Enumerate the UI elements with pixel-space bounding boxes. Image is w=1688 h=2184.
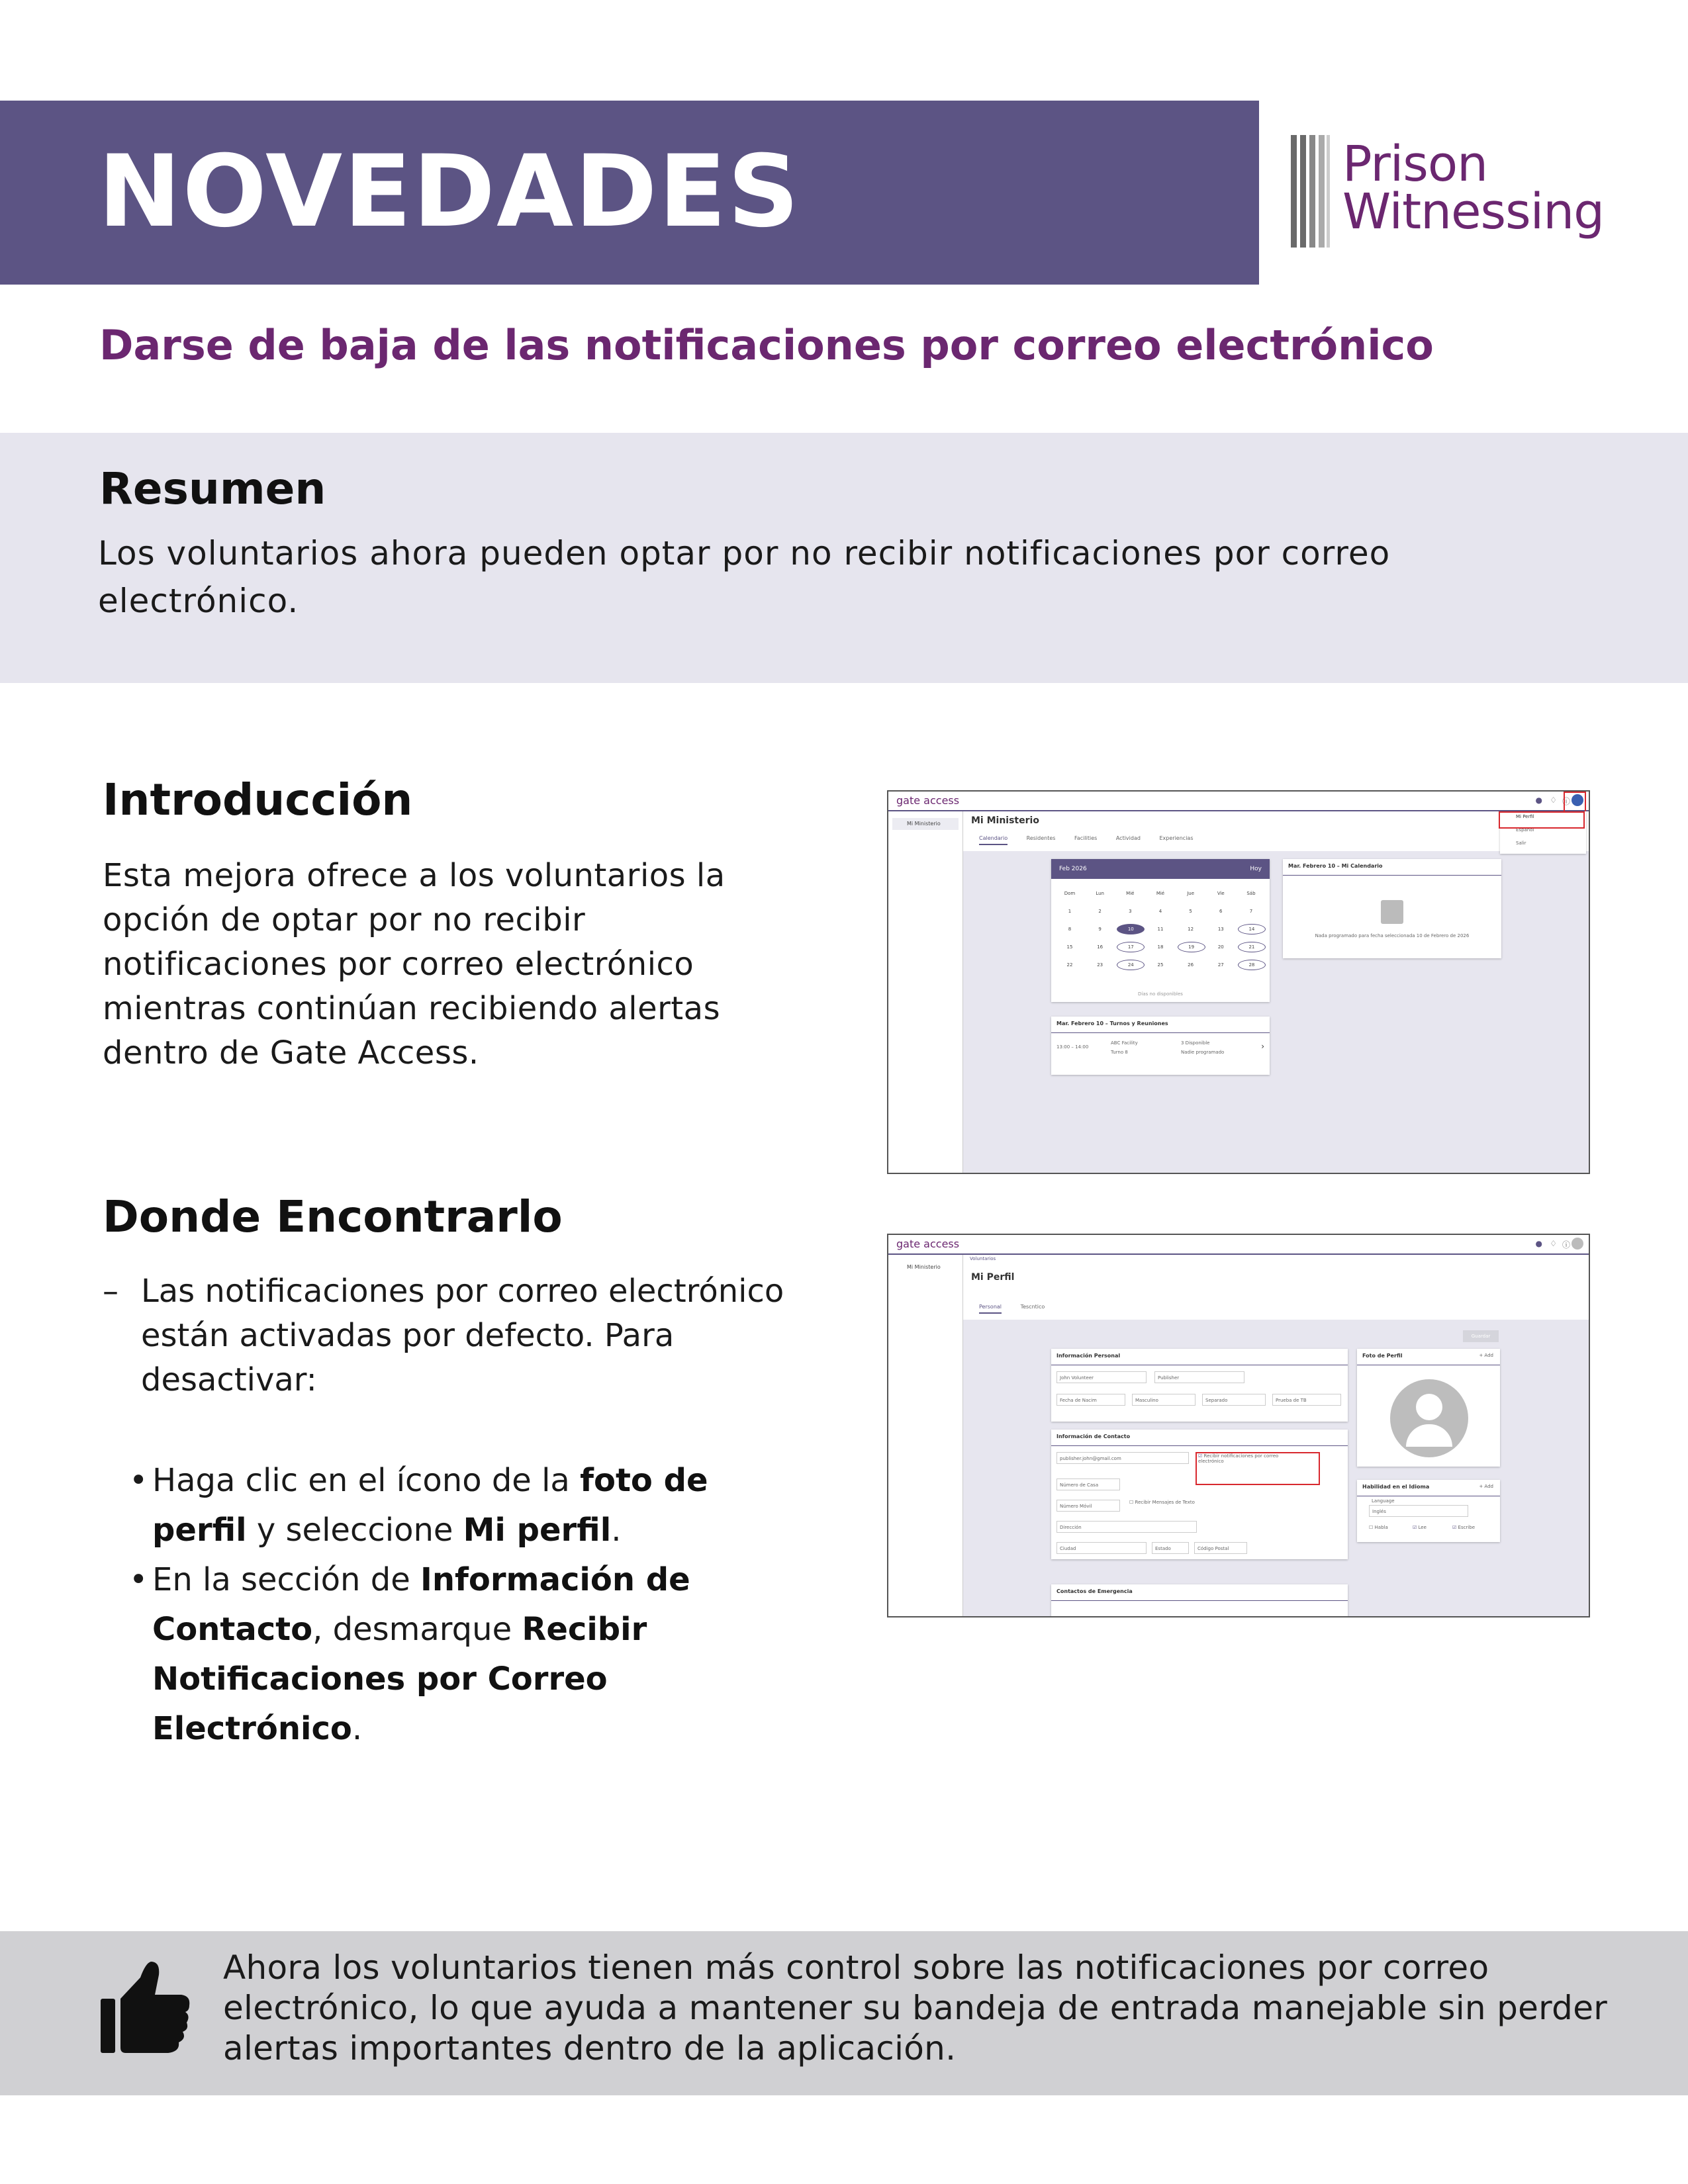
app-page-title: Mi Ministerio <box>971 815 1039 826</box>
language-card <box>1357 1480 1500 1542</box>
calendar-unavailable: Días no disponibles <box>1138 991 1183 997</box>
sidebar-item-mi-ministerio[interactable]: Mi Ministerio <box>892 1261 959 1273</box>
donde-heading: Donde Encontrarlo <box>103 1191 563 1242</box>
instructions-list <box>129 1456 804 1754</box>
prison-witnessing-logo <box>1291 132 1609 251</box>
emergency-contacts-title: Contactos de Emergencia <box>1056 1588 1133 1594</box>
list-item: • Haga clic en el ícono de la foto de perfil y seleccione Mi perfil. <box>129 1462 708 1549</box>
writes-checkbox[interactable]: ☑ Escribe <box>1452 1525 1476 1530</box>
resumen-text: Los voluntarios ahora pueden optar por no recibir notificaciones por correo electrónico. <box>98 534 1391 620</box>
calendar-card <box>1051 859 1270 1002</box>
bell-icon: ♢ <box>1550 1239 1557 1248</box>
profile-photo-card <box>1357 1349 1500 1467</box>
language-select[interactable]: Inglés <box>1369 1505 1468 1517</box>
calendar-header <box>1051 859 1270 879</box>
calendar-week: 1 2 3 4 5 6 7 <box>1068 908 1253 914</box>
tab-facilities[interactable]: Facilities <box>1074 835 1098 841</box>
shift-turn: Turno 8 <box>1111 1050 1128 1055</box>
tab-residentes[interactable]: Residentes <box>1026 835 1056 841</box>
first-name-field[interactable]: John Volunteer <box>1056 1371 1147 1383</box>
shift-scheduled: Nadie programado <box>1181 1050 1225 1055</box>
document-subtitle: Darse de baja de las notificaciones por correo electrónico <box>99 321 1434 369</box>
calendar-today[interactable]: Hoy <box>1250 866 1262 872</box>
chevron-right-icon[interactable]: › <box>1261 1042 1264 1051</box>
sidebar-item-mi-ministerio[interactable]: Mi Ministerio <box>892 818 959 830</box>
calendar-weekdays: Dom Lun Mié Mié Jue Vie Sáb <box>1064 890 1256 896</box>
email-field[interactable]: publisher.john@gmail.com <box>1056 1452 1189 1464</box>
home-phone-field[interactable]: Número de Casa <box>1056 1479 1120 1490</box>
calendar-icon <box>1381 900 1403 924</box>
back-link[interactable]: Voluntarios <box>970 1256 996 1261</box>
language-label: Language <box>1372 1498 1395 1504</box>
app-page-header <box>963 1255 1589 1320</box>
personal-info-card <box>1051 1349 1348 1422</box>
logo-text: Prison Witnessing <box>1342 136 1605 240</box>
app-sidebar <box>888 811 963 1173</box>
shift-available: 3 Disponible <box>1181 1040 1210 1046</box>
app-topbar <box>888 1235 1589 1255</box>
intro-text: Esta mejora ofrece a los voluntarios la opción de optar por no recibir notificaciones por correo electrónico mientras continúan recibiendo alertas dentro de Gate Access. <box>103 857 726 1071</box>
calendar-grid <box>1056 884 1264 974</box>
help-icon: ⓘ <box>1562 1240 1570 1250</box>
city-field[interactable]: Ciudad <box>1056 1542 1147 1554</box>
save-button[interactable]: Guardar <box>1463 1330 1499 1342</box>
my-calendar-title: Mar. Febrero 10 – Mi Calendario <box>1288 863 1383 869</box>
screenshot-profile <box>887 1234 1590 1617</box>
help-icon: ⓘ <box>1562 797 1570 806</box>
app-tabs <box>979 835 1210 841</box>
last-name-field[interactable]: Publisher <box>1154 1371 1244 1383</box>
app-sidebar <box>888 1255 963 1616</box>
receive-email-checkbox[interactable]: ☑ Recibir notificaciones por correo electrónico <box>1198 1453 1279 1464</box>
shifts-card <box>1051 1017 1270 1075</box>
sex-select[interactable]: Masculino <box>1132 1394 1196 1406</box>
birth-date-field[interactable]: Fecha de Nacim <box>1056 1394 1125 1406</box>
avatar-placeholder-icon[interactable] <box>1390 1379 1468 1457</box>
shift-place: ABC Facility <box>1111 1040 1138 1046</box>
tab-actividad[interactable]: Actividad <box>1115 835 1141 841</box>
tab-personal[interactable]: Personal <box>979 1304 1002 1314</box>
highlight-receive-email <box>1196 1452 1320 1485</box>
mobile-phone-field[interactable]: Número Móvil <box>1056 1500 1120 1512</box>
add-photo-button[interactable]: + Add <box>1479 1353 1493 1358</box>
footer-text: Ahora los voluntarios tienen más control sobre las notificaciones por correo electrónico, lo que ayuda a mantener su bandeja de entrada manejable sin perder alertas importantes dentro de la aplicación. <box>223 1948 1608 2068</box>
bell-icon: ♢ <box>1550 796 1557 805</box>
speaks-checkbox[interactable]: ☐ Habla <box>1369 1525 1388 1530</box>
app-logo: gate access <box>896 1238 960 1250</box>
language-title: Habilidad en el Idioma <box>1362 1484 1430 1490</box>
emergency-contacts-card <box>1051 1584 1348 1617</box>
intro-heading: Introducción <box>103 774 413 825</box>
calendar-month: Feb 2026 <box>1059 866 1087 872</box>
app-logo: gate access <box>896 794 960 807</box>
avatar[interactable] <box>1571 1238 1583 1250</box>
contact-info-card <box>1051 1430 1348 1559</box>
my-calendar-card <box>1283 859 1501 958</box>
calendar-week: 15 16 17 18 19 20 21 <box>1056 938 1264 956</box>
highlight-mi-perfil <box>1499 811 1585 829</box>
donde-dash-text: Las notificaciones por correo electrónico están activadas por defecto. Para desactivar: <box>141 1273 784 1398</box>
app-page-header <box>963 811 1589 851</box>
receive-sms-checkbox[interactable]: ☐ Recibir Mensajes de Texto <box>1129 1500 1195 1505</box>
tb-test-field[interactable]: Prueba de TB <box>1272 1394 1341 1406</box>
menu-item-mi-perfil[interactable]: Mi Perfil <box>1516 814 1534 819</box>
state-select[interactable]: Estado <box>1152 1542 1189 1554</box>
civil-status-select[interactable]: Separado <box>1202 1394 1266 1406</box>
page-title: NOVEDADES <box>98 134 801 250</box>
thumbs-up-icon <box>99 1958 192 2057</box>
calendar-week: 22 23 24 25 26 27 28 <box>1056 956 1264 974</box>
app-topbar <box>888 792 1589 811</box>
add-language-button[interactable]: + Add <box>1479 1484 1493 1489</box>
tab-tescntico[interactable]: Tescntico <box>1020 1304 1045 1310</box>
list-item: • En la sección de Información de Contacto, desmarque Recibir Notificaciones por Correo Electrónico. <box>129 1561 690 1747</box>
app-page-title: Mi Perfil <box>971 1272 1015 1283</box>
reads-checkbox[interactable]: ☑ Lee <box>1413 1525 1427 1530</box>
personal-info-title: Información Personal <box>1056 1353 1121 1359</box>
menu-item-salir[interactable]: Salir <box>1516 841 1526 846</box>
tab-experiencias[interactable]: Experiencias <box>1159 835 1194 841</box>
screenshot-calendar <box>887 790 1590 1174</box>
resumen-heading: Resumen <box>99 463 326 514</box>
address-field[interactable]: Dirección <box>1056 1521 1197 1533</box>
highlight-avatar <box>1564 792 1586 813</box>
zip-field[interactable]: Código Postal <box>1194 1542 1247 1554</box>
users-icon: ● <box>1535 796 1542 805</box>
logo-bars-icon <box>1291 135 1331 248</box>
app-tabs <box>979 1304 1062 1310</box>
menu-item-espanol[interactable]: Español <box>1516 827 1534 833</box>
tab-calendario[interactable]: Calendario <box>979 835 1008 845</box>
my-calendar-empty: Nada programado para fecha seleccionada 10 de Febrero de 2026 <box>1315 933 1470 938</box>
contact-info-title: Información de Contacto <box>1056 1433 1131 1439</box>
users-icon: ● <box>1535 1239 1542 1248</box>
calendar-week: 8 9 10 11 12 13 14 <box>1056 920 1264 938</box>
shift-time: 13:00 – 14:00 <box>1056 1044 1089 1050</box>
shifts-title: Mar. Febrero 10 – Turnos y Reuniones <box>1056 1021 1168 1026</box>
profile-photo-title: Foto de Perfil <box>1362 1353 1403 1359</box>
